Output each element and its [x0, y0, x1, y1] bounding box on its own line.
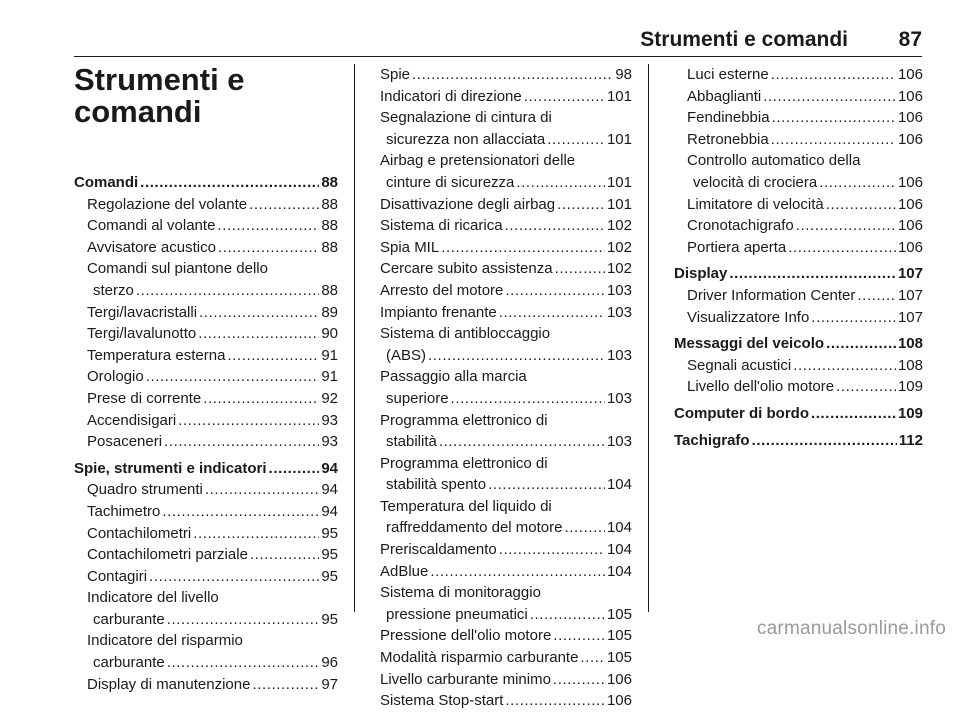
toc-page-number: 95	[321, 610, 338, 628]
toc-list	[674, 64, 923, 451]
toc-page-number: 98	[615, 66, 632, 83]
toc-page-number: 104	[606, 562, 632, 580]
toc-entry[interactable]	[674, 215, 923, 237]
toc-entry[interactable]	[380, 431, 632, 453]
toc-entry[interactable]	[380, 194, 632, 216]
chapter-title-line: Strumenti e	[74, 62, 245, 97]
toc-entry-text: Comandi al volante	[87, 217, 216, 235]
toc-page-number: 106	[897, 109, 923, 127]
toc-entry[interactable]	[674, 64, 923, 86]
toc-entry[interactable]	[380, 647, 632, 669]
toc-page-number: 106	[897, 195, 923, 213]
toc-section-entry[interactable]	[74, 172, 338, 194]
chapter-title-line: comandi	[74, 94, 202, 129]
toc-entry[interactable]	[674, 307, 923, 329]
dot-leader	[218, 237, 319, 259]
toc-entry-text: Spia MIL	[380, 238, 440, 256]
toc-page-number: 108	[897, 335, 923, 353]
toc-entry[interactable]	[380, 258, 632, 280]
toc-list	[74, 172, 338, 695]
dot-leader	[249, 194, 319, 216]
toc-entry-text: Cronotachigrafo	[687, 217, 794, 235]
dot-leader	[428, 345, 605, 367]
toc-entry-text: Sistema di ricarica	[380, 217, 503, 235]
dot-leader	[412, 64, 613, 86]
dot-leader	[857, 285, 896, 307]
toc-page-number: 95	[321, 567, 338, 585]
dot-leader	[269, 458, 320, 480]
toc-entry[interactable]	[74, 237, 338, 259]
toc-entry[interactable]	[380, 388, 632, 410]
toc-entry-text: Comandi sul piantone dello	[87, 260, 268, 278]
toc-page-number: 103	[606, 303, 632, 321]
toc-entry-text: Spie, strumenti e indicatori	[74, 459, 267, 477]
toc-page-number: 105	[606, 605, 632, 623]
toc-entry[interactable]	[674, 107, 923, 129]
toc-page-number: 105	[606, 627, 632, 645]
toc-entry[interactable]	[380, 129, 632, 151]
toc-entry-text: stabilità	[386, 433, 437, 451]
toc-page-number: 94	[321, 481, 338, 499]
toc-entry[interactable]	[74, 609, 338, 631]
toc-entry[interactable]	[380, 625, 632, 647]
dot-leader	[203, 388, 319, 410]
toc-entry[interactable]	[74, 566, 338, 588]
toc-entry-text: Tergi/lavalunotto	[87, 325, 197, 343]
toc-page-number: 109	[897, 378, 923, 396]
toc-page-number: 104	[606, 541, 632, 559]
dot-leader	[430, 561, 605, 583]
toc-page-number: 107	[897, 265, 923, 283]
dot-leader	[565, 517, 605, 539]
toc-entry-text: Display di manutenzione	[87, 675, 251, 693]
dot-leader	[557, 194, 605, 216]
toc-section-entry[interactable]	[674, 333, 923, 355]
toc-entry[interactable]	[74, 345, 338, 367]
toc-entry-text: Airbag e pretensionatori delle	[380, 152, 576, 170]
toc-entry[interactable]	[74, 215, 338, 237]
toc-entry-text: Arresto del motore	[380, 281, 504, 299]
toc-entry-text: Orologio	[87, 368, 144, 386]
toc-page-number: 112	[898, 431, 923, 449]
dot-leader	[811, 307, 896, 329]
toc-entry-text: stabilità spento	[386, 476, 487, 494]
toc-column-2	[380, 64, 632, 712]
dot-leader	[796, 215, 896, 237]
dot-leader	[826, 333, 896, 355]
toc-entry[interactable]	[380, 64, 632, 86]
dot-leader	[505, 690, 605, 712]
toc-entry-text: Driver Information Center	[687, 286, 856, 304]
toc-entry[interactable]	[74, 479, 338, 501]
toc-entry[interactable]	[380, 517, 632, 539]
dot-leader	[149, 566, 319, 588]
toc-page-number: 104	[606, 519, 632, 537]
dot-leader	[752, 430, 897, 452]
toc-page-number: 106	[606, 670, 632, 688]
toc-entry[interactable]	[380, 561, 632, 583]
toc-entry[interactable]	[674, 355, 923, 377]
toc-entry-text: Programma elettronico di	[380, 411, 548, 429]
toc-entry-text: Sistema di antibloccaggio	[380, 325, 551, 343]
dot-leader	[547, 129, 605, 151]
toc-page-number: 94	[321, 459, 338, 477]
toc-page-number: 88	[321, 281, 338, 299]
toc-entry[interactable]	[380, 172, 632, 194]
dot-leader	[205, 479, 319, 501]
dot-leader	[252, 674, 319, 696]
toc-entry-text: Tachigrafo	[674, 431, 750, 449]
toc-page-number: 102	[606, 260, 632, 278]
toc-page-number: 103	[606, 433, 632, 451]
toc-entry-text: Contachilometri parziale	[87, 546, 248, 564]
toc-entry-text: Tachimetro	[87, 502, 161, 520]
toc-entry[interactable]	[74, 501, 338, 523]
dot-leader	[788, 237, 896, 259]
watermark: carmanualsonline.info	[756, 618, 946, 639]
toc-entry-text: Luci esterne	[687, 66, 769, 83]
dot-leader	[439, 431, 605, 453]
toc-entry-text: Indicatore del risparmio	[87, 632, 243, 650]
toc-entry-text: Display	[674, 265, 728, 283]
dot-leader	[793, 355, 896, 377]
toc-entry-text: cinture di sicurezza	[386, 173, 515, 191]
dot-leader	[199, 302, 319, 324]
toc-column-1	[74, 64, 338, 695]
toc-page-number: 106	[897, 173, 923, 191]
dot-leader	[167, 652, 320, 674]
toc-entry-text: Temperatura esterna	[87, 346, 226, 364]
toc-page-number: 104	[606, 476, 632, 494]
toc-page-number: 91	[321, 368, 338, 386]
toc-entry[interactable]	[74, 544, 338, 566]
toc-page-number: 107	[897, 286, 923, 304]
dot-leader	[441, 237, 605, 259]
dot-leader	[524, 86, 605, 108]
toc-page-number: 105	[606, 649, 632, 667]
dot-leader	[516, 172, 605, 194]
dot-leader	[193, 523, 319, 545]
dot-leader	[227, 345, 319, 367]
dot-leader	[553, 625, 605, 647]
toc-entry-text: Pressione dell'olio motore	[380, 627, 552, 645]
toc-page-number: 93	[321, 433, 338, 451]
toc-entry-text: Accendisigari	[87, 411, 177, 429]
dot-leader	[499, 539, 605, 561]
toc-entry-text: Tergi/lavacristalli	[87, 303, 198, 321]
toc-entry[interactable]	[74, 366, 338, 388]
toc-page-number: 109	[897, 404, 923, 422]
dot-leader	[763, 86, 896, 108]
dot-leader	[553, 669, 605, 691]
toc-entry[interactable]	[380, 302, 632, 324]
toc-page-number: 102	[606, 238, 632, 256]
toc-page-number: 94	[321, 502, 338, 520]
toc-page-number: 106	[897, 87, 923, 105]
running-title: Strumenti e comandi	[640, 28, 848, 51]
toc-page-number: 101	[606, 173, 632, 191]
toc-page-number: 106	[606, 692, 632, 710]
toc-section-entry[interactable]	[674, 430, 923, 452]
dot-leader	[505, 215, 605, 237]
toc-entry-text: carburante	[93, 654, 165, 672]
toc-page-number: 97	[321, 675, 338, 693]
toc-entry-text: Messaggi del veicolo	[674, 335, 825, 353]
toc-entry[interactable]	[74, 388, 338, 410]
toc-page-number: 106	[897, 217, 923, 235]
toc-entry-text: Disattivazione degli airbag	[380, 195, 556, 213]
toc-entry-text: Passaggio alla marcia	[380, 368, 527, 386]
toc-section-entry[interactable]	[674, 403, 923, 425]
page-number: 87	[898, 28, 922, 51]
toc-entry[interactable]	[380, 690, 632, 712]
toc-entry-text: Prese di corrente	[87, 389, 202, 407]
toc-entry-text: Contachilometri	[87, 524, 192, 542]
toc-page-number: 101	[606, 195, 632, 213]
toc-entry[interactable]	[674, 285, 923, 307]
toc-page-number: 107	[897, 308, 923, 326]
toc-entry[interactable]	[380, 539, 632, 561]
toc-entry[interactable]	[380, 86, 632, 108]
toc-column-3	[674, 64, 923, 451]
toc-entry[interactable]	[74, 523, 338, 545]
toc-page-number: 103	[606, 281, 632, 299]
toc-entry-text: velocità di crociera	[693, 173, 818, 191]
toc-entry[interactable]	[380, 215, 632, 237]
toc-entry[interactable]	[74, 431, 338, 453]
toc-entry-text: Spie	[380, 66, 411, 83]
toc-entry-text: Abbaglianti	[687, 87, 762, 105]
toc-entry[interactable]	[674, 376, 923, 398]
toc-entry-text: Controllo automatico della	[687, 152, 861, 170]
dot-leader	[488, 474, 605, 496]
dot-leader	[451, 388, 605, 410]
toc-entry-text: Segnali acustici	[687, 356, 792, 374]
dot-leader	[836, 376, 896, 398]
toc-entry-text: Limitatore di velocità	[687, 195, 824, 213]
toc-page-number: 92	[321, 389, 338, 407]
toc-entry-text: Posaceneri	[87, 433, 163, 451]
toc-page-number: 88	[321, 174, 338, 191]
toc-page-number: 88	[321, 195, 338, 213]
page-header	[0, 0, 960, 54]
toc-entry-text: Computer di bordo	[674, 404, 809, 422]
dot-leader	[146, 366, 320, 388]
toc-entry-text: pressione pneumatici	[386, 605, 528, 623]
dot-leader	[771, 64, 896, 86]
toc-entry[interactable]	[380, 237, 632, 259]
dot-leader	[164, 431, 319, 453]
chapter-title	[74, 64, 338, 128]
toc-entry[interactable]	[674, 129, 923, 151]
toc-page-number: 108	[897, 356, 923, 374]
toc-page-number: 106	[897, 130, 923, 148]
toc-entry[interactable]	[74, 194, 338, 216]
dot-leader	[826, 194, 896, 216]
toc-page-number: 96	[321, 654, 338, 672]
dot-leader	[729, 263, 896, 285]
toc-entry-text: Programma elettronico di	[380, 454, 548, 472]
toc-list	[380, 64, 632, 712]
toc-page-number: 89	[321, 303, 338, 321]
toc-entry-text: Portiera aperta	[687, 238, 787, 256]
toc-page-number: 103	[606, 346, 632, 364]
dot-leader	[819, 172, 896, 194]
toc-entry-text: Sistema di monitoraggio	[380, 584, 541, 602]
toc-entry[interactable]	[380, 345, 632, 367]
dot-leader	[811, 403, 896, 425]
toc-entry-text: Preriscaldamento	[380, 541, 497, 559]
toc-entry-text: raffreddamento del motore	[386, 519, 563, 537]
dot-leader	[505, 280, 605, 302]
toc-page-number: 93	[321, 411, 338, 429]
dot-leader	[136, 280, 319, 302]
toc-entry[interactable]	[74, 302, 338, 324]
toc-page-number: 88	[321, 217, 338, 235]
dot-leader	[178, 410, 319, 432]
toc-page-number: 90	[321, 325, 338, 343]
toc-entry-text: Quadro strumenti	[87, 481, 203, 499]
toc-section-entry[interactable]	[74, 458, 338, 480]
dot-leader	[530, 604, 605, 626]
toc-entry[interactable]	[380, 604, 632, 626]
toc-page-number: 95	[321, 546, 338, 564]
toc-entry-text: sterzo	[93, 281, 134, 299]
toc-entry-text: Temperatura del liquido di	[380, 497, 552, 515]
toc-entry[interactable]	[674, 237, 923, 259]
toc-entry-text: Livello carburante minimo	[380, 670, 551, 688]
toc-entry-text: sicurezza non allacciata	[386, 130, 546, 148]
toc-page-number: 88	[321, 238, 338, 256]
dot-leader	[167, 609, 320, 631]
toc-entry-text: Impianto frenante	[380, 303, 497, 321]
toc-entry-text: Indicatori di direzione	[380, 87, 522, 105]
column-divider	[354, 64, 355, 612]
toc-page-number: 101	[606, 130, 632, 148]
toc-entry[interactable]	[74, 323, 338, 345]
toc-entry-text: (ABS)	[386, 346, 427, 364]
dot-leader	[772, 107, 896, 129]
toc-entry[interactable]	[74, 410, 338, 432]
toc-page-number: 106	[897, 66, 923, 83]
toc-entry-text: Visualizzatore Info	[687, 308, 810, 326]
toc-entry-text: Modalità risparmio carburante	[380, 649, 579, 667]
toc-page-number: 95	[321, 524, 338, 542]
toc-entry-text: Livello dell'olio motore	[687, 378, 835, 396]
toc-entry[interactable]	[74, 674, 338, 696]
dot-leader	[771, 129, 896, 151]
dot-leader	[499, 302, 605, 324]
column-divider	[648, 64, 649, 612]
toc-entry[interactable]	[74, 280, 338, 302]
dot-leader	[250, 544, 319, 566]
toc-entry-text: AdBlue	[380, 562, 429, 580]
toc-entry-text: Retronebbia	[687, 130, 769, 148]
toc-entry-text: carburante	[93, 610, 165, 628]
toc-entry-text: Comandi	[74, 174, 139, 191]
toc-entry-text: Contagiri	[87, 567, 148, 585]
toc-entry-text: Indicatore del livello	[87, 589, 219, 607]
toc-entry[interactable]	[674, 194, 923, 216]
toc-entry-text: Regolazione del volante	[87, 195, 248, 213]
dot-leader	[555, 258, 605, 280]
dot-leader	[580, 647, 605, 669]
toc-entry-text: Cercare subito assistenza	[380, 260, 553, 278]
toc-entry-text: Sistema Stop-start	[380, 692, 504, 710]
toc-entry[interactable]	[674, 86, 923, 108]
toc-page-number: 101	[606, 87, 632, 105]
toc-page-number: 103	[606, 389, 632, 407]
toc-entry-text: superiore	[386, 389, 449, 407]
dot-leader	[217, 215, 319, 237]
dot-leader	[198, 323, 319, 345]
toc-entry-text: Segnalazione di cintura di	[380, 109, 552, 127]
toc-section-entry[interactable]	[674, 263, 923, 285]
dot-leader	[162, 501, 319, 523]
toc-entry[interactable]	[380, 280, 632, 302]
toc-entry[interactable]	[380, 669, 632, 691]
toc-entry-text: Avvisatore acustico	[87, 238, 216, 256]
dot-leader	[140, 172, 319, 194]
toc-page-number: 102	[606, 217, 632, 235]
header-rule	[74, 56, 922, 57]
toc-entry[interactable]	[380, 474, 632, 496]
toc-entry[interactable]	[74, 652, 338, 674]
toc-page-number: 91	[321, 346, 338, 364]
toc-entry-text: Fendinebbia	[687, 109, 770, 127]
toc-page-number: 106	[897, 238, 923, 256]
toc-entry[interactable]	[674, 172, 923, 194]
